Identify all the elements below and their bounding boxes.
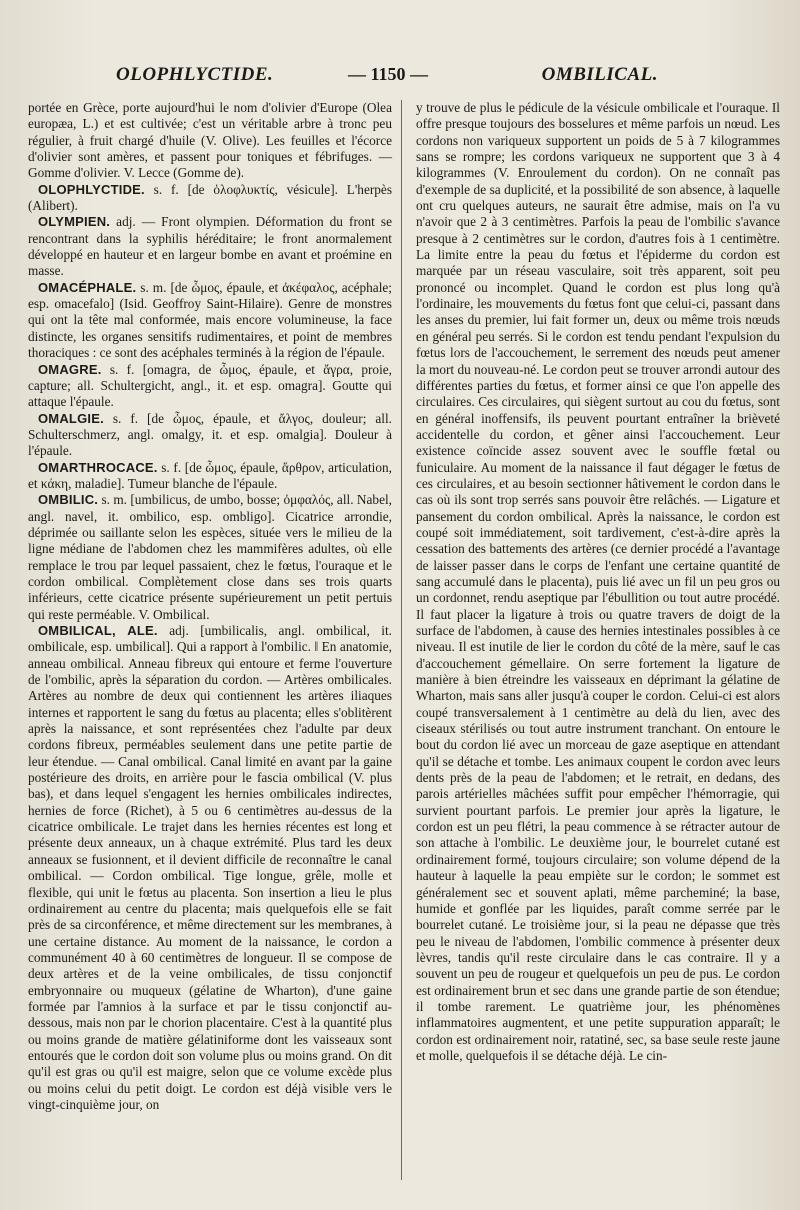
headword: OMAGRE. [38, 361, 102, 377]
header-right-word: OMBILICAL. [541, 64, 658, 85]
page-number: — 1150 — [348, 64, 429, 84]
entry-omacephale [28, 280, 392, 362]
text-columns [28, 100, 780, 1113]
headword: OMALGIE. [38, 410, 104, 426]
headword: OMARTHROCACE. [38, 459, 158, 475]
definition: s. m. [umbilicus, de umbo, bosse; ὀμφαλός, all. Nabel, angl. navel, it. ombilico, esp. ombligo]. Cicatrice arrondie, déprimée ou saillante selon les espèces, située vers le milieu de la ligne médiane de l'abdomen chez les mammifères adultes, où elle remplace le trou par lequel passaient, chez le fœtus, l'ouraque et le cordon ombilical. Complètement close dans ses trois quarts inférieurs, cette cicatrice présente supérieurement un petit pertuis qui reste perméable. V. Ombilical. [28, 492, 392, 622]
entry-olophlyctide [28, 182, 392, 215]
entry-omarthrocace [28, 460, 392, 493]
headword: OLYMPIEN. [38, 214, 111, 230]
definition: s. f. [de ὦμος, épaule, et ἄλγος, douleur; all. Schulterschmerz, angl. omalgy, it. et esp. omalgia]. Douleur à l'épaule. [28, 410, 392, 459]
definition: s. f. [de ὦμος, épaule, ἄρθρον, articulation, et κάκη, maladie]. Tumeur blanche de l'épaule. [28, 459, 392, 491]
entry-ombilical-continuation: y trouve de plus le pédicule de la vésicule ombilicale et l'ouraque. Il offre presque toujours des bosselures et même parfois un nœud. Les cordons non variqueux supportent un poids de 5 à 7 kilogrammes sans se rompre; les cordons variqueux ne supportent que 3 à 4 kilogrammes (V. Enroulement du cordon). On ne connaît pas d'exemple de sa duplicité, et la possibilité de son absence, à laquelle ont cru quelques auteurs, ne saurait être admise, mais on l'a vu n'avoir que 2 à 3 centimètres. Parfois la peau de l'ombilic s'avance presque à 2 centimètres sur le cordon, d'autres fois à 1 centimètre. La limite entre la peau du fœtus et l'épiderme du cordon est marquée par un réseau vasculaire, soit très apparent, soit peu prononcé ou incomplet. Quand le cordon est plus long qu'à l'ordinaire, les mouvements du fœtus font que celui-ci, passant dans les anses du premier, lui fait former un, deux ou même trois nœuds en général peu serrés. Si le cordon est tendu pendant l'expulsion du fœtus lors de l'accouchement, le serrement des nœuds peut amener la mort du nouveau-né. Le cordon peut se trouver arrondi autour des différentes parties du fœtus, et former ainsi ce que l'on appelle des circulaires. Ces circulaires, qui siègent surtout au cou du fœtus, sont en général inoffensifs, ils peuvent pourtant entraîner la brièveté accidentelle du cordon, et gêner ainsi l'accouchement. Leur existence coïncide assez souvent avec le souffle fœtal ou funiculaire. Au moment de la naissance il faut dégager le fœtus de ces circulaires, et au besoin sectionner hâtivement le cordon dans le cas où ils sont trop serrés sans pouvoir être relâchés. — Ligature et pansement du cordon ombilical. Après la naissance, le cordon est coupé soit immédiatement, soit tardivement, c'est-à-dire après la cessation des battements des artères (ce dernier procédé a l'avantage de laisser passer dans le corps de l'enfant une certaine quantité de sang accumulé dans le placenta), puis lié avec un fil un peu gros ou un cordonnet, rendu aseptique par l'ébullition ou tout autre procédé. Il faut placer la ligature à trois ou quatre travers de doigt de la surface de l'abdomen, à cause des hernies intestinales possibles à ce niveau. Il est inutile de lier le cordon du côté de la mère, sauf le cas d'accouchement gémellaire. On serre fortement la ligature de manière à bien étreindre les vaisseaux en déprimant la gélatine de Wharton, mais sans aller jusqu'à couper le cordon. Celui-ci est alors coupé transversalement à 1 centimètre au delà du lien, avec des ciseaux stérilisés ou tout autre instrument tranchant. On entoure le bout du cordon lié avec un morceau de gaze aseptique en attendant qu'il se détache et tombe. Les animaux coupent le cordon avec leurs dents près de la peau de l'abdomen; et le retrait, en dedans, des parois artérielles mâchées suffit pour empêcher l'hémorragie, qui survient pourtant parfois. Le premier jour après la ligature, le cordon est un peu flétri, la peau commence à se rétracter autour de son attache à l'ombilic. Le deuxième jour, le bourrelet cutané est ordinairement formé, toujours circulaire; son volume dépend de la hauteur à laquelle la peau empiète sur le cordon; le sommet est généralement sec et souvent aplati, même parcheminé; la base, humide et gonflée par les liquides, paraît comme serrée par le bourrelet cutané. Le troisième jour, si la peau ne dépasse que très peu le niveau de l'abdomen, l'ombilic commence à présenter deux lèvres, tandis qu'il reste circulaire dans le cas contraire. Il y a souvent un peu de rougeur et quelquefois un peu de pus. Le cordon est ordinairement brun et sec dans une grande partie de son étendue; il tombe rarement. Le quatrième jour, les phénomènes inflammatoires augmentent, et une petite suppuration apparaît; le cordon est ordinairement noir, ratatiné, sec, sa base seule reste jaune et molle, quelquefois il se détache déjà. Le cin- [416, 100, 780, 1063]
running-header [28, 64, 778, 94]
definition: adj. [umbilicalis, angl. ombilical, it. ombilicale, esp. umbilical]. Qui a rapport à l'ombilic. ‖ En anatomie, anneau ombilical. Anneau fibreux qui entoure et ferme l'ouverture de l'ombilic, après la séparation du cordon. — Artères ombilicales. Artères au nombre de deux qui contiennent les artères iliaques internes et rapportent le sang du fœtus au placenta; elles s'oblitèrent après la naissance, et sont représentées chez l'adulte par deux cordons fibreux, perméables seulement dans une petite partie de leur étendue. — Canal ombilical. Canal limité en avant par la gaine postérieure des droits, en arrière pour le fascia ombilical (V. plus bas), et dans lequel s'engagent les hernies ombilicales indirectes, hernies de force (Richet), à 5 ou 6 centimètres au-dessus de la cicatrice ombilicale. Le trajet dans les hernies récentes est long et présente deux anneaux, un à chaque extrémité. Plus tard les deux anneaux se fusionnent, et il devient difficile de reconnaître le canal ombilical. — Cordon ombilical. Tige longue, grêle, molle et flexible, qui unit le fœtus au placenta. Son insertion a lieu le plus ordinairement au centre du placenta; mais quelquefois elle se fait près de sa circonférence, et même directement sur les membranes, à une certaine distance. Au moment de la naissance, le cordon a communément 40 à 60 centimètres de longueur. Il se compose de deux artères et de la veine ombilicales, de tissu conjonctif embryonnaire ou muqueux (gélatine de Wharton), d'une gaine formée par l'amnios à la surface et par le tissu conjonctif au-dessous, mais non par le chorion placentaire. C'est à la quantité plus ou moins grande de matière gélatiniforme dont les vaisseaux sont entourés que le cordon doit son volume plus ou moins grand. On dit qu'il est gras ou qu'il est maigre, selon que ce volume excède plus ou moins celui du petit doigt. Le cordon est déjà visible vers le vingt-cinquième jour, on [28, 623, 392, 1112]
definition: s. m. [de ὦμος, épaule, et ἀκέφαλος, acéphale; esp. omacefalo] (Isid. Geoffroy Saint-Hilaire). Genre de monstres qui ont la tête mal conformée, mais encore volumineuse, la face distincte, les organes sensitifs rudimentaires, et point de membres thoraciques : ce sont des acéphales terminés à la région de l'épaule. [28, 279, 392, 361]
entry-ombilic [28, 492, 392, 623]
headword: OMBILIC. [38, 492, 99, 508]
definition: s. f. [de ὁλοφλυκτίς, vésicule]. L'herpès (Alibert). [28, 181, 392, 214]
left-column [28, 100, 392, 1113]
header-left-word: OLOPHLYCTIDE. [116, 64, 274, 85]
entry-omalgie [28, 411, 392, 460]
right-column [416, 100, 780, 1113]
entry-olympien [28, 214, 392, 279]
entry-ombilical [28, 623, 392, 1113]
entry-omagre [28, 362, 392, 411]
entry-continuation: portée en Grèce, porte aujourd'hui le nom d'olivier d'Europe (Olea europæa, L.) et est cultivée; c'est un véritable arbre à tronc peu régulier, à fruit chargé d'huile (V. Olive). Les feuilles et l'écorce d'olivier sont amères, et passent pour toniques et fébrifuges. — Gomme d'olivier. V. Lecce (Gomme de). [28, 100, 392, 181]
headword: OLOPHLYCTIDE. [38, 181, 145, 197]
headword: OMBILICAL, ALE. [38, 623, 158, 638]
definition: s. f. [omagra, de ὦμος, épaule, et ἄγρα, proie, capture; all. Schultergicht, angl., it. et esp. omagra]. Goutte qui attaque l'épaule. [28, 361, 392, 410]
headword: OMACÉPHALE. [38, 279, 137, 295]
definition: adj. — Front olympien. Déformation du front se rencontrant dans la syphilis héréditaire; le front anormalement développé en hauteur et en largeur bombe en avant et proémine en masse. [28, 214, 392, 279]
